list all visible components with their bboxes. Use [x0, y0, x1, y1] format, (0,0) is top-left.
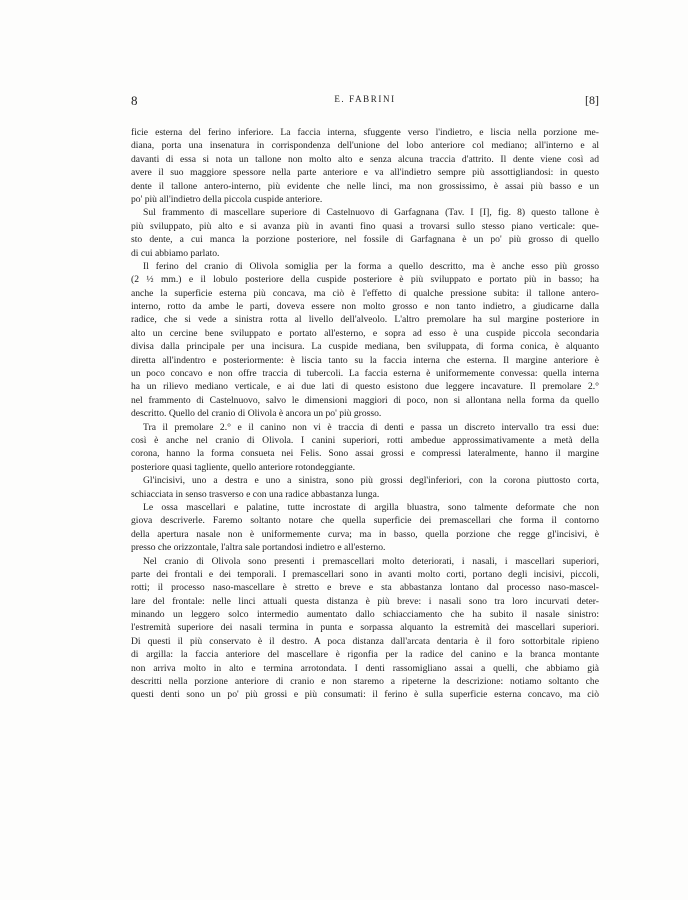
text-line: davanti di essa si nota un tallone non molto alto e senza alcuna traccia d'attrito. Il dente viene così ad [131, 153, 599, 165]
text-line: dente il tallone antero-interno, più evidente che nelle linci, ma non grossissimo, è assai più basso e un [131, 180, 599, 192]
text-line: diana, porta una insenatura in corrispondenza dell'unione del lobo anteriore col mediano; all'interno e al [131, 140, 599, 152]
text-line: non arriva molto in alto e termina arrotondata. I denti rassomigliano assai a quelli, che abbiamo già [131, 662, 599, 674]
running-author: E. FABRINI [334, 94, 396, 104]
text-line: l'estremità superiore dei nasali termina in punta e sorpassa alquanto la estremità dei mascellari superiori. [131, 622, 599, 634]
text-line: Il ferino del cranio di Olivola somiglia per la forma a quello descritto, ma è anche esso più grosso [143, 260, 599, 272]
text-line: rotti; il processo naso-mascellare è stretto e breve e sta abbastanza lontano dal processo naso-mascel- [131, 582, 599, 594]
text-line: avere il suo maggiore spessore nella parte anteriore e va all'indietro sempre più assottigliandosi: in questo [131, 167, 599, 179]
text-line: posteriore quasi tagliente, quello anteriore rotondeggiante. [131, 461, 356, 473]
text-line: giova descriverle. Faremo soltanto notare che quella superficie dei premascellari che forma il contorno [131, 515, 599, 527]
section-ref: [8] [585, 93, 599, 107]
text-line: della apertura nasale non è uniformemente curva; ma in basso, quella porzione che regge gl'incisivi, è [131, 528, 599, 540]
text-line: alto un cercine bene sviluppato e portato all'esterno, e sopra ad esso è una cuspide piccola secondaria [131, 327, 599, 339]
text-line: descritto. Quello del cranio di Olivola è ancora un po' più grosso. [131, 408, 382, 420]
text-line: Le ossa mascellari e palatine, tutte incrostate di argilla bluastra, sono talmente deformate che non [143, 501, 599, 513]
text-line: interno, rotto da ambe le parti, doveva essere non molto grosso e non tanto indietro, a giudicarne dalla [131, 301, 599, 313]
text-line: anche la superficie esterna più concava, ma ciò è l'effetto di qualche pressione subita: il tallone antero- [131, 287, 599, 299]
text-line: divisa dalla principale per una incisura. La cuspide mediana, ben sviluppata, di forma conica, è alquanto [131, 341, 599, 353]
page-number: 8 [131, 93, 138, 108]
text-line: un poco concavo e non offre traccia di tubercoli. La faccia esterna è uniformemente convessa: quella interna [131, 368, 599, 380]
text-line: minando un leggero solco intermedio aumentato dallo schiacciamento che ha subito il nasale sinistro: [131, 609, 599, 621]
running-header [131, 93, 599, 111]
body-text [131, 126, 599, 702]
text-line: diretta all'indentro e posteriormente: è liscia tanto su la faccia interna che esterna. Il margine anteriore è [131, 354, 599, 366]
text-line: di cui abbiamo parlato. [131, 247, 220, 259]
text-line: Gl'incisivi, uno a destra e uno a sinistra, sono più grossi degl'inferiori, con la corona piuttosto corta, [143, 475, 599, 487]
text-line: schiacciata in senso trasverso e con una radice abbastanza lunga. [131, 488, 380, 500]
text-line: ha un rilievo mediano verticale, e ai due lati di questo esistono due leggere incavature. Il premolare 2.° [131, 381, 599, 393]
text-line: sto dente, a cui manca la porzione posteriore, nel fossile di Garfagnana è un po' più grosso di quello [131, 234, 599, 246]
text-line: radice, che si vede a sinistra rotta al livello dell'alveolo. L'altro premolare ha sul margine posteriore in [131, 314, 599, 326]
text-line: ficie esterna del ferino inferiore. La faccia interna, sfuggente verso l'indietro, e liscia nella porzione me- [131, 127, 599, 138]
text-line: così è anche nel cranio di Olivola. I canini superiori, rotti ambedue approssimativamente a metà della [131, 434, 599, 446]
text-line: lare del frontale: nelle linci attuali questa distanza è più breve: i nasali sono tra loro incurvati deter- [131, 595, 599, 607]
text-line: parte dei frontali e dei temporali. I premascellari sono in avanti molto corti, portano degli incisivi, piccoli, [131, 568, 599, 580]
text-line: corona, hanno la forma consueta nei Felis. Sono assai grossi e compressi lateralmente, hanno il margine [131, 448, 599, 460]
text-line: Di questi il più conservato è il destro. A poca distanza dall'arcata dentaria è il foro sottorbitale ripieno [131, 635, 599, 647]
text-line: di argilla: la faccia anteriore del mascellare è rigonfia per la radice del canino e la branca montante [131, 649, 599, 661]
text-line: Tra il premolare 2.° e il canino non vi è traccia di denti e passa un discreto intervallo tra essi due: [143, 421, 599, 433]
text-line: questi denti sono un po' più grossi e più consumati: il ferino è sulla superficie esterna concavo, ma ciò [131, 689, 599, 701]
text-line: (2 ½ mm.) e il lobulo posteriore della cuspide posteriore è più sviluppato e portato più in basso; ha [131, 274, 599, 286]
text-line: presso che orizzontale, l'altra sale portandosi indietro e all'esterno. [131, 542, 386, 554]
text-line: più sviluppato, più alto e si avanza più in avanti fino quasi a trovarsi sullo stesso piano verticale: que- [131, 220, 599, 232]
text-line: po' più all'indietro della piccola cuspide anteriore. [131, 193, 323, 205]
text-line: Sul frammento di mascellare superiore di Castelnuovo di Garfagnana (Tav. I [I], fig. 8) questo tallone è [143, 207, 599, 219]
text-line: Nel cranio di Olivola sono presenti i premascellari molto deteriorati, i nasali, i mascellari superiori, [143, 555, 599, 567]
text-line: nel frammento di Castelnuovo, salvo le dimensioni maggiori di poco, non si allontana nella forma da quello [131, 394, 599, 406]
text-line: descritti nella porzione anteriore di cranio e non staremo a ripeterne la descrizione: notiamo soltanto che [131, 676, 599, 688]
